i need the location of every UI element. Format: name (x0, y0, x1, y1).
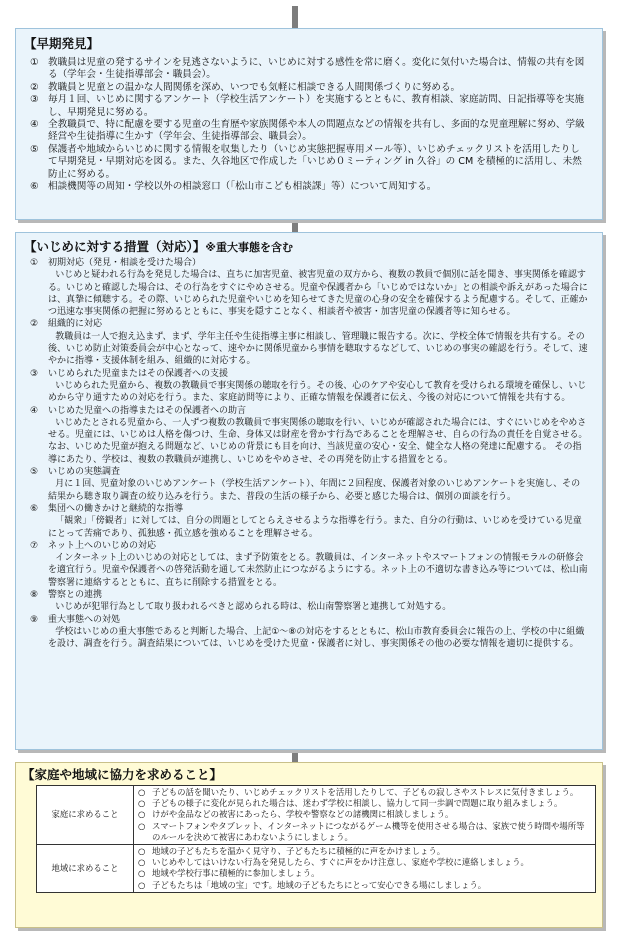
list-item: ① 教職員は児童の発するサインを見逃さないように、いじめに対する感性を常に磨く。変化に気付いた場合は、情報の共有を図る（学年会・生徒指導部会・職員会）。 (30, 57, 585, 81)
list-item: ⑧ 警察との連携 いじめが犯罪行為として取り扱われるべきと認められる時は、松山南警察署と連携して対処する。 (30, 590, 452, 613)
cooperation-title: 【家庭や地域に協力を求めること】 (22, 767, 223, 782)
table-row (37, 786, 596, 845)
list-item: ○ 地域や学校行事に積極的に参加しましょう。 (138, 868, 320, 879)
list-item: ③ いじめられた児童またはその保護者への支援 いじめられた児童から、複数の教職員で事実関係の聴取を行う。その後、心のケアや安心して教育を受けられる環境を確保し、いじめから守り通すための対応を行う。また、家庭訪問等により、正確な情報を保護者に伝え、今後の対応について情報を共有する。 (30, 368, 587, 404)
list-item: ○ スマートフォンやタブレット、インターネットにつながるゲーム機等を使用させる場合は、家族で使う時間や場所等のルールを決めて被害にあわないようにしましょう。 (138, 820, 585, 842)
measures-title-text: 【いじめに対する措置（対応）】 (24, 239, 206, 254)
list-item: ○ 子どもの話を聞いたり、いじめチェックリストを活用したりして、子どもの寂しさやストレスに気付きましょう。 (138, 787, 579, 797)
row-label-home: 家庭に求めること (37, 786, 134, 845)
list-item: ③ 毎月１回、いじめに関するアンケート（学校生活アンケート）を実施するとともに、教育相談、家庭訪問、日記指導等を実施し、早期発見に努める。 (30, 94, 585, 118)
list-item: ○ 地域の子どもたちを温かく見守り、子どもたちに積極的に声をかけましょう。 (138, 846, 446, 857)
cooperation-panel (15, 762, 603, 928)
list-item: ⑦ ネット上へのいじめの対応 インターネット上のいじめの対応としては、まず予防策をとる。教職員は、インターネットやスマートフォンの情報モラルの研修会を適宜行う。児童や保護者への啓発活動を通して未然防止につながるようにする。ネット上の不適切な書き込み等については、松山南警察署に連絡するとともに、直ちに削除する措置をとる。 (30, 540, 588, 588)
measures-panel (15, 232, 603, 750)
measures-list (30, 257, 588, 651)
list-item: ⑤ いじめの実態調査 月に１回、児童対象のいじめアンケート（学校生活アンケート）、年間に２回程度、保護者対象のいじめアンケートを実施し、その結果から聴き取り調査の絞り込みを行う。また、普段の生活の様子から、必要と感じた場合は、個別の面談を行う。 (30, 467, 581, 502)
measures-title (24, 237, 293, 255)
list-item: ⑥ 相談機関等の周知・学校以外の相談窓口（「松山市こども相談課」等）について周知する。 (30, 181, 437, 193)
list-item: ○ 子どもたちは「地域の宝」です。地域の子どもたちにとって安心できる場にしましょう。 (138, 879, 487, 890)
list-item: ① 初期対応（発見・相談を受けた場合） いじめと疑われる行為を発見した場合は、直ちに加害児童、被害児童の双方から、複数の教員で個別に話を聞き、事実関係を確認する。いじめと確認した場合は、その行為をすぐにやめさせる。児童や保護者から「いじめではないか」との相談や訴えがあった場合には、真摯に傾聴する。その際、いじめられた児童やいじめを知らせてきた児童の心身の安全を確保するよう配慮する。そして、正確かつ迅速な事実関係の把握に努めるとともに、事実を隠すことなく、相談者や被害・加害児童の保護者等に知らせる。 (30, 258, 588, 318)
table-row (37, 845, 596, 893)
row-content-community (134, 845, 596, 893)
list-item: ○ いじめやしてはいけない行為を発見したら、すぐに声をかけ注意し、家庭や学校に連絡しましょう。 (138, 857, 529, 868)
cooperation-table (36, 785, 596, 893)
list-item: ○ 子どもの様子に変化が見られた場合は、迷わず学校に相談し、協力して同一歩調で問題に取り組みましょう。 (138, 798, 563, 809)
list-item: ○ けがや金品などの被害にあったら、学校や警察などの諸機関に相談しましょう。 (138, 809, 454, 820)
connector-middle (292, 218, 298, 232)
row-content-home (134, 786, 596, 845)
early-detection-title: 【早期発見】 (24, 36, 100, 51)
connector-bottom (292, 748, 298, 762)
list-item: ⑥ 集団への働きかけと継続的な指導 「観衆」「傍観者」に対しては、自分の問題としてとらえさせるような指導を行う。また、自分の行動は、いじめを受けている児童にとって苦痛であり、孤独感・孤立感を強めることを理解させる。 (30, 503, 582, 539)
early-detection-panel (15, 28, 603, 220)
list-item: ② 教職員と児童との温かな人間関係を深め、いつでも気軽に相談できる人間関係づくりに努める。 (30, 81, 461, 93)
list-item: ④ いじめた児童への指導またはその保護者への助言 いじめたとされる児童から、一人ずつ複数の教職員で事実関係の聴取を行い、いじめが確認された場合には、すぐにいじめをやめさせる。児童には、いじめは人格を傷つけ、生命、身体又は財産を脅かす行為であることを理解させ、自らの行為の責任を自覚させる。なお、いじめた児童が抱える問題など、いじめの背景にも目を向け、当該児童の安心・安全、健全な人格の発達に配慮する。 その指導にあたり、学校は、複数の教職員が連携し、いじめをやめさせ、その再発を防止する措置をとる。 (30, 405, 588, 465)
measures-title-note: ※重大事態を含む (205, 241, 293, 254)
list-item: ⑤ 保護者や地域からいじめに関する情報を収集したり（いじめ実態把握専用メール等）、いじめチェックリストを活用したりして早期発見・早期対応を図る。また、久谷地区で作成した「いじめ０ミーティング in 久谷」の CM を積極的に活用し、未然防止に努める。 (30, 143, 582, 180)
list-item: ④ 全教職員で、特に配慮を要する児童の生育歴や家族関係や本人の問題点などの情報を共有し、多面的な児童理解に努め、学級経営や生徒指導に生かす（学年会、生徒指導部会、職員会）。 (30, 119, 585, 143)
list-item: ⑨ 重大事態への対処 学校はいじめの重大事態であると判断した場合、上記①～⑧の対応をするとともに、松山市教育委員会に報告の上、学校の中に組織を設け、調査を行う。調査結果については、いじめを受けた児童・保護者に対し、事実関係その他の必要な情報を適切に提供する。 (30, 614, 585, 650)
list-item: ② 組織的に対応 教職員は一人で抱え込まず、まず、学年主任や生徒指導主事に相談し、管理職に報告する。次に、学校全体で情報を共有する。その後、いじめ防止対策委員会が中心となって、速やかに関係児童から事情を聴取するなどして、いじめの事実の確認を行う。そして、速やかに指導・支援体制を組み、組織的に対応する。 (30, 319, 588, 367)
early-detection-list (30, 57, 588, 193)
row-label-community: 地域に求めること (37, 845, 134, 893)
